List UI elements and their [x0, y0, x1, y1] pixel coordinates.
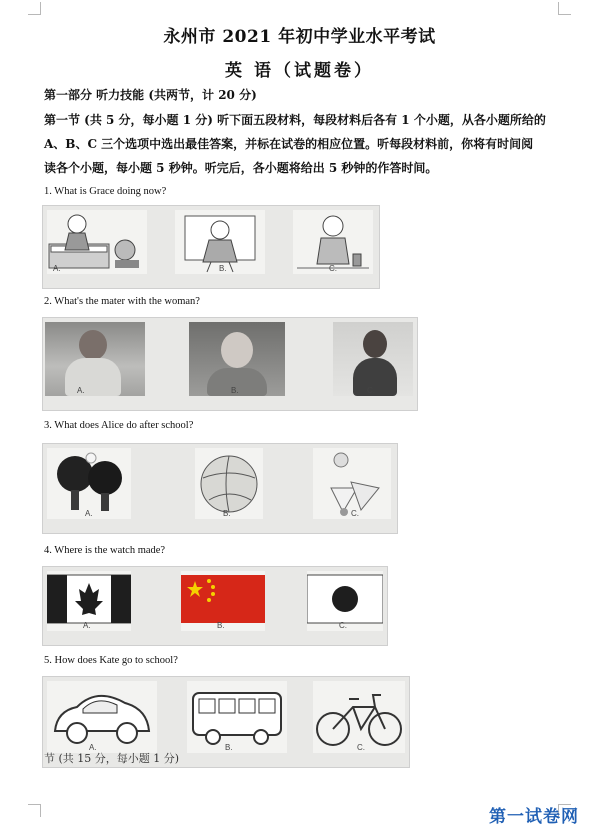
option-c-image: [293, 210, 373, 274]
question-1-images: [42, 205, 380, 289]
question-1: 1. What is Grace doing now?: [44, 186, 167, 197]
shuttlecock-icon: [313, 448, 391, 518]
option-b-image: [195, 448, 263, 519]
option-label: A.: [85, 509, 93, 518]
option-label: B.: [231, 386, 239, 395]
option-b-image: [181, 571, 265, 631]
option-label: C.: [329, 264, 337, 273]
ping-pong-paddles-icon: [47, 448, 131, 518]
instruction-line: A、B、C 三个选项中选出最佳答案，并标在试卷的相应位置。听每段材料前，你将有时间阅: [44, 137, 534, 151]
instruction-line: 读各个小题，每小题 5 秒钟。听完后，各小题将给出 5 秒钟的作答时间。: [44, 161, 438, 175]
option-b-image: [175, 210, 265, 274]
crop-mark-top-left: [28, 2, 41, 15]
question-2: 2. What's the mater with the woman?: [44, 296, 200, 307]
woman-stomachache-photo: [79, 330, 107, 360]
question-2-images: [42, 317, 418, 411]
bus-icon: [187, 681, 287, 753]
question-4: 4. Where is the watch made?: [44, 545, 166, 556]
section-heading: 第一部分 听力技能 (共两节，计 20 分): [44, 88, 257, 102]
site-watermark-logo: 第一试卷网: [489, 807, 579, 827]
option-a-image: [47, 210, 147, 274]
question-5: 5. How does Kate go to school?: [44, 655, 178, 666]
option-b-image: [187, 681, 287, 753]
option-c-image: [313, 448, 391, 519]
option-a-image: [47, 681, 157, 753]
option-label: C.: [357, 743, 365, 752]
girl-playing-piano-icon: [47, 210, 147, 274]
option-label: A.: [53, 264, 61, 273]
option-label: B.: [223, 509, 231, 518]
instruction-line: 第一节 (共 5 分，每小题 1 分) 听下面五段材料，每段材料后各有 1 个小题，从各小题所给的: [44, 113, 546, 127]
exam-title: 永州市 2021 年初中学业水平考试: [163, 27, 436, 47]
option-label: B.: [217, 621, 225, 630]
option-a-image: [47, 571, 131, 631]
volleyball-icon: [195, 448, 263, 518]
option-label: B.: [225, 743, 233, 752]
exam-subtitle: 英 语（试题卷）: [225, 61, 374, 81]
woman-headache-photo: [221, 332, 253, 368]
option-label: A.: [77, 386, 85, 395]
car-icon: [47, 681, 157, 753]
question-3-images: [42, 443, 398, 534]
option-c-image: [333, 322, 413, 396]
section-instructions: [44, 108, 566, 180]
option-label: C.: [339, 621, 347, 630]
crop-mark-bottom-left: [28, 804, 41, 817]
option-a-image: [45, 322, 145, 396]
option-label: A.: [83, 621, 91, 630]
option-label: B.: [219, 264, 227, 273]
option-c-image: [307, 571, 383, 631]
woman-toothache-photo: [363, 330, 387, 358]
option-c-image: [313, 681, 405, 753]
next-section-cut-text: 节 (共 15 分，每小题 1 分): [44, 752, 180, 765]
option-label: C.: [351, 509, 359, 518]
question-4-images: [42, 566, 388, 646]
option-label: C.: [367, 386, 375, 395]
crop-mark-top-right: [558, 2, 571, 15]
option-a-image: [47, 448, 131, 519]
question-3: 3. What does Alice do after school?: [44, 420, 194, 431]
option-b-image: [189, 322, 285, 396]
option-label: A.: [89, 743, 97, 752]
